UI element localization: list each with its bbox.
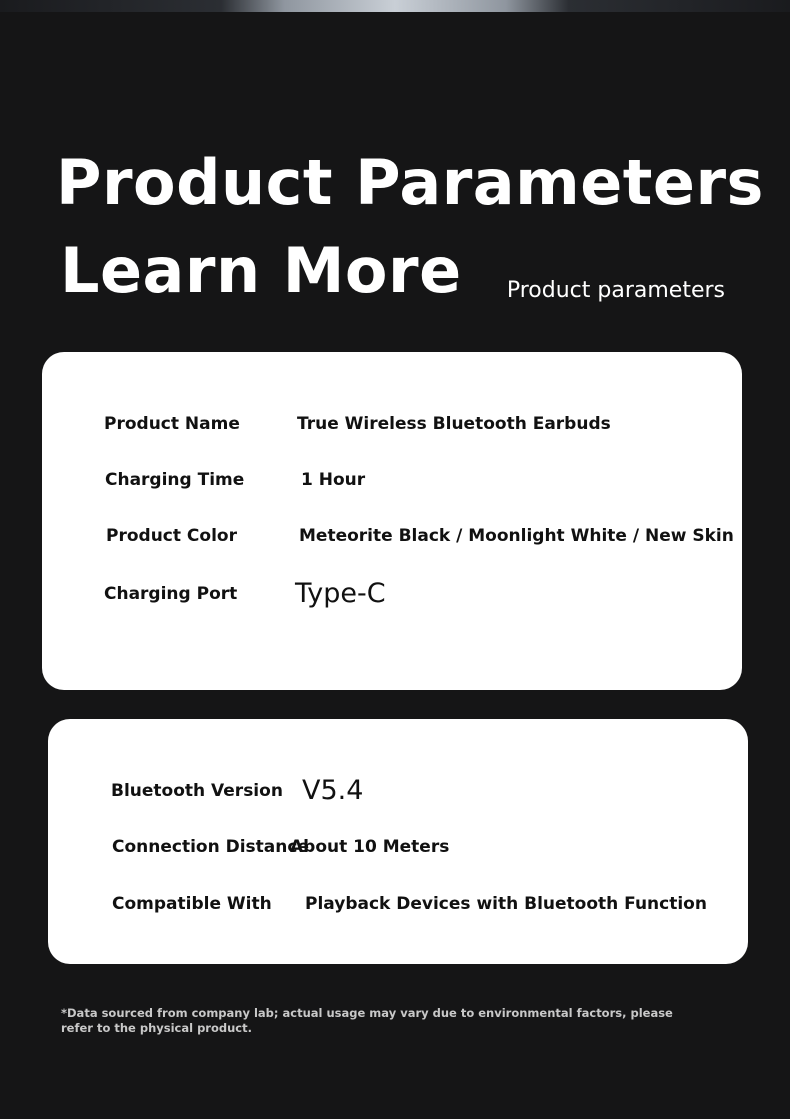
product-name-label: Product Name xyxy=(104,414,240,434)
parameters-card-2 xyxy=(48,719,748,964)
charging-time-value: 1 Hour xyxy=(301,470,366,490)
product-color-value: Meteorite Black / Moonlight White / New Skin xyxy=(299,526,734,546)
connection-distance-label: Connection Distance xyxy=(112,837,309,857)
charging-time-label: Charging Time xyxy=(105,470,245,490)
page-subtitle: Product parameters xyxy=(506,278,725,303)
bluetooth-version-value: V5.4 xyxy=(302,775,364,806)
product-name-value: True Wireless Bluetooth Earbuds xyxy=(297,414,611,434)
compatible-with-label: Compatible With xyxy=(112,894,272,914)
top-product-image-strip xyxy=(0,0,790,12)
compatible-with-value: Playback Devices with Bluetooth Function xyxy=(305,894,707,914)
connection-distance-value: About 10 Meters xyxy=(290,837,450,857)
charging-port-label: Charging Port xyxy=(104,584,238,604)
parameters-card-1 xyxy=(42,352,742,690)
disclaimer-footnote: *Data sourced from company lab; actual usage may vary due to environmental factors, please refer to the physical product. xyxy=(61,1006,673,1035)
charging-port-value: Type-C xyxy=(295,578,386,609)
product-color-label: Product Color xyxy=(106,526,237,546)
page-title-line-1: Product Parameters xyxy=(56,146,764,219)
bluetooth-version-label: Bluetooth Version xyxy=(111,781,283,801)
page-title-line-2: Learn More xyxy=(60,234,462,307)
